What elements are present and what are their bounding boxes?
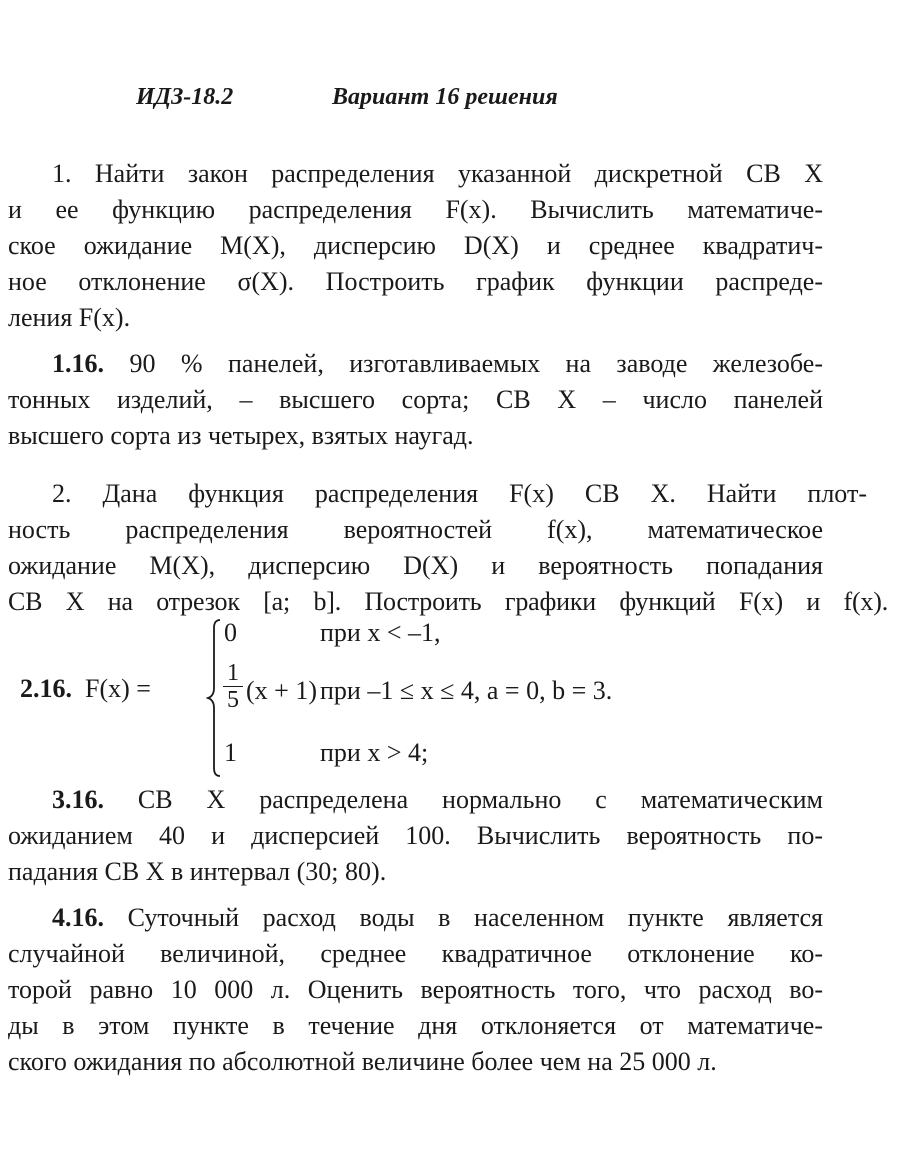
problem-4-16-line: 4.16. Суточный расход воды в населенном пункте является [52,903,824,932]
task-1 [8,156,823,336]
problem-number: 4.16. [52,903,104,932]
problem-4-16-line: ды в этом пункте в течение дня отклоняется от математиче- [8,1011,823,1040]
assignment-id: ИДЗ-18.2 [136,84,234,110]
problem-1-16 [8,346,823,454]
problem-4-16-line: случайной величиной, среднее квадратичное отклонение ко- [8,939,823,968]
problem-3-16 [8,782,823,890]
fraction: $\frac{1}{5}$ [223,660,243,713]
case-value: 1 [224,738,237,767]
problem-4-16-line: торой равно 10 000 л. Оценить вероятность того, что расход во- [8,975,823,1004]
brace-icon [206,618,222,778]
task-2-line: ность распределения вероятностей f(x), математическое [8,515,823,544]
task-2-line: СВ X на отрезок [a; b]. Построить графики функций F(x) и f(x). [8,587,888,616]
task-1-line: 1. Найти закон распределения указанной дискретной СВ X [52,159,823,188]
case-value: 0 [224,618,237,647]
page-header [136,84,796,120]
problem-3-16-line: 3.16. СВ X распределена нормально с математическим [52,785,823,814]
problem-1-16-line: тонных изделий, – высшего сорта; СВ X – число панелей [8,385,823,414]
problem-number: 2.16. [20,674,72,703]
task-1-line: ления F(x). [8,303,131,332]
case-condition: при x < –1, [320,618,441,647]
case-condition: при x > 4; [320,738,429,767]
task-1-line: и ее функцию распределения F(x). Вычислить математиче- [8,195,823,224]
task-2-line: ожидание M(X), дисперсию D(X) и вероятность попадания [8,551,823,580]
case-value: (x + 1) [246,676,317,705]
variant-title: Вариант 16 решения [332,84,558,110]
problem-1-16-line: высшего сорта из четырех, взятых наугад. [8,421,474,450]
task-1-line: ское ожидание M(X), дисперсию D(X) и среднее квадратич- [8,231,823,260]
task-1-line: ное отклонение σ(X). Построить график функции распреде- [8,267,823,296]
problem-number: 1.16. [52,349,104,378]
piecewise-formula [20,612,900,787]
task-2 [8,476,888,620]
task-2-line: 2. Дана функция распределения F(x) СВ X. Найти плот- [52,479,867,508]
problem-3-16-line: падания СВ X в интервал (30; 80). [8,857,387,886]
problem-4-16-line: ского ожидания по абсолютной величине более чем на 25 000 л. [8,1047,717,1076]
problem-4-16 [8,900,823,1080]
problem-3-16-line: ожиданием 40 и дисперсией 100. Вычислить вероятность по- [8,821,823,850]
problem-number: 3.16. [52,785,104,814]
case-condition: при –1 ≤ x ≤ 4, a = 0, b = 3. [320,676,613,705]
problem-1-16-line: 1.16. 90 % панелей, изготавливаемых на заводе железобе- [52,349,824,378]
formula-lhs: 2.16. F(x) = [20,674,151,703]
